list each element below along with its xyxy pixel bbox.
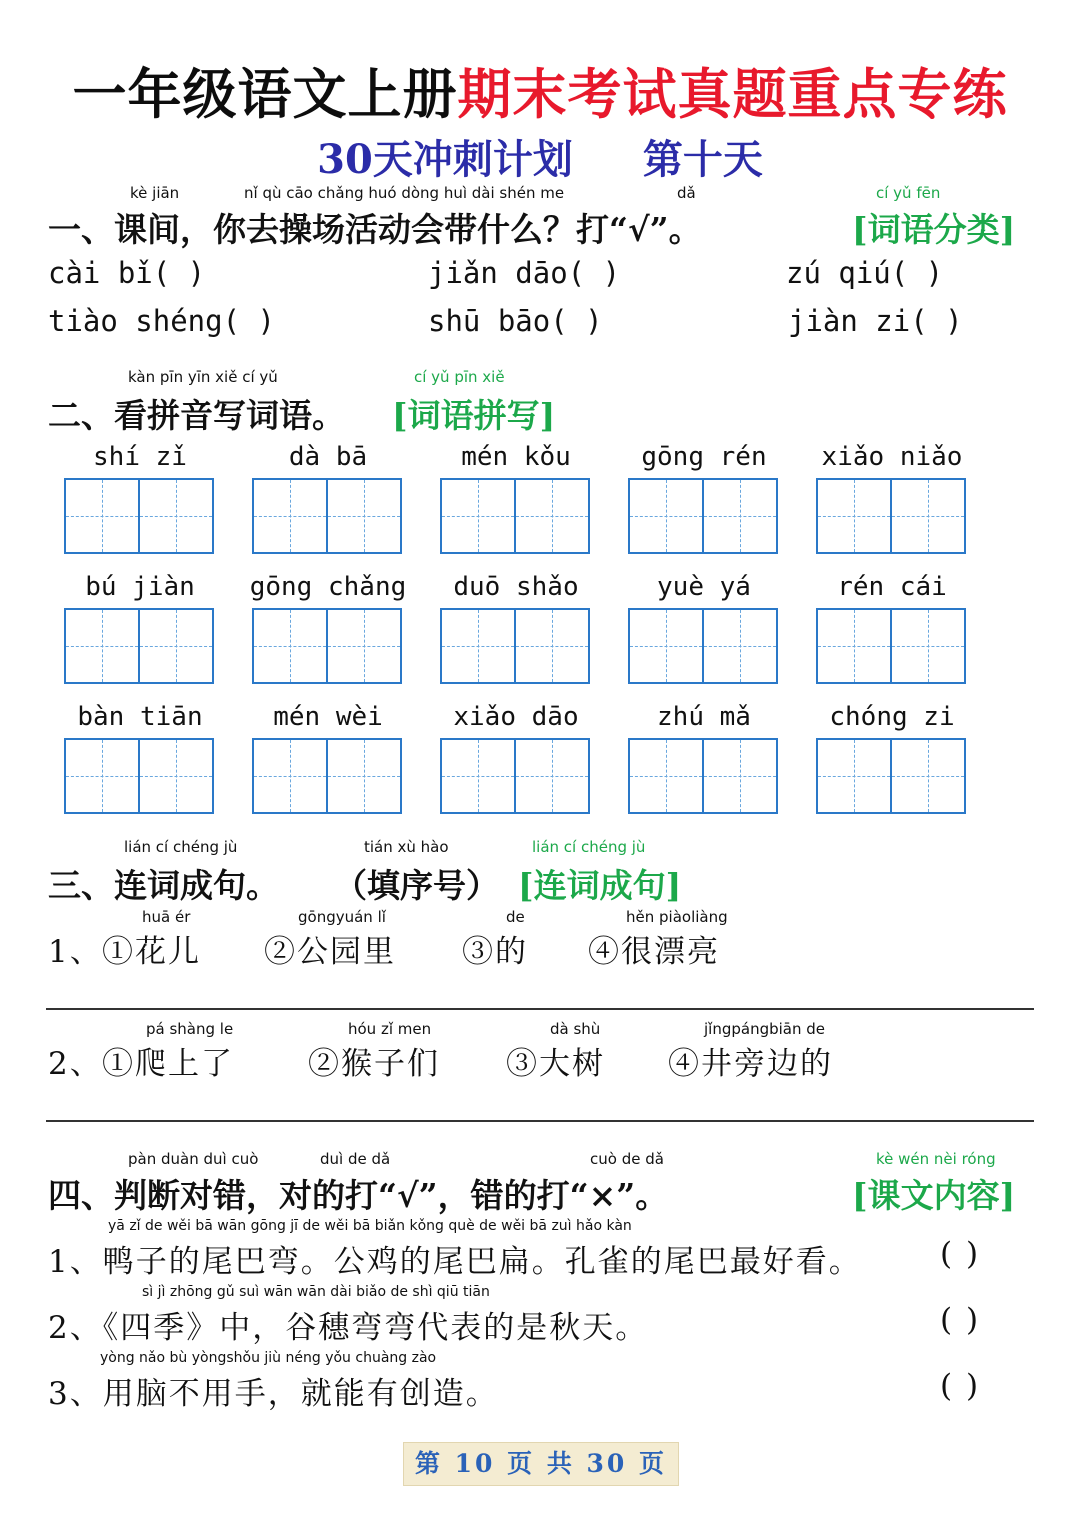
word-pinyin: mén kǒu: [461, 442, 571, 472]
s1-option-5: shū bāo( ): [428, 304, 603, 338]
word-pinyin: bú jiàn: [85, 572, 195, 602]
s4-q3-pinyin: yòng nǎo bù yòngshǒu jiù néng yǒu chuàng zào: [100, 1350, 437, 1366]
q2-word-1: ①爬上了: [102, 1046, 234, 1082]
plan-label: 30天冲刺计划: [317, 136, 573, 183]
s4-heading: 四、判断对错，对的打“√”，错的打“×”。: [48, 1176, 669, 1215]
q2-word-3: ③大树: [506, 1046, 605, 1082]
s3-tag-pinyin: lián cí chéng jù: [532, 838, 646, 856]
q1-pinyin-2: gōngyuán lǐ: [298, 908, 386, 926]
q2-pinyin-3: dà shù: [550, 1020, 601, 1038]
writing-grid[interactable]: [64, 478, 214, 554]
q1-word-1: ①花儿: [102, 934, 201, 970]
s1-option-1: cài bǐ( ): [48, 256, 206, 290]
s3-pinyin-2: tián xù hào: [364, 838, 449, 856]
writing-grid[interactable]: [440, 608, 590, 684]
writing-grid[interactable]: [816, 478, 966, 554]
answer-line[interactable]: [46, 1008, 1034, 1010]
answer-paren-1[interactable]: ( ): [940, 1236, 981, 1272]
page-subtitle: [0, 128, 1080, 185]
word-pinyin: yuè yá: [657, 572, 751, 602]
s2-tag-pinyin: cí yǔ pīn xiě: [414, 368, 505, 386]
answer-paren-2[interactable]: ( ): [940, 1302, 981, 1338]
q1-word-4: ④很漂亮: [588, 934, 720, 970]
s1-pinyin-3: dǎ: [677, 184, 696, 202]
s1-option-2: jiǎn dāo( ): [428, 256, 621, 290]
s4-pinyin-1: pàn duàn duì cuò: [128, 1150, 259, 1168]
s3-pinyin-1: lián cí chéng jù: [124, 838, 238, 856]
title-grade: 一年级语文上册: [72, 62, 458, 126]
writing-grid[interactable]: [628, 478, 778, 554]
answer-paren-3[interactable]: ( ): [940, 1368, 981, 1404]
word-pinyin: xiǎo niǎo: [821, 442, 963, 472]
writing-grid[interactable]: [64, 738, 214, 814]
answer-line[interactable]: [46, 1120, 1034, 1122]
q1-number: 1、: [48, 934, 103, 970]
day-label: 第十天: [642, 136, 763, 183]
q1-pinyin-3: de: [506, 908, 525, 926]
writing-grid[interactable]: [440, 478, 590, 554]
s2-heading: 二、看拼音写词语。: [48, 396, 345, 435]
q1-word-3: ③的: [462, 934, 528, 970]
s4-tag: [课文内容]: [852, 1176, 1016, 1215]
word-pinyin: shí zǐ: [93, 442, 187, 472]
s4-pinyin-2: duì de dǎ: [320, 1150, 391, 1168]
word-pinyin: rén cái: [837, 572, 947, 602]
word-pinyin: zhú mǎ: [657, 702, 751, 732]
q1-word-2: ②公园里: [264, 934, 396, 970]
s3-paren: （填序号）: [334, 866, 499, 905]
writing-grid[interactable]: [628, 738, 778, 814]
writing-grid[interactable]: [816, 738, 966, 814]
title-exam: 期末考试真题重点专练: [457, 62, 1008, 126]
s4-q1-pinyin: yā zǐ de wěi bā wān gōng jī de wěi bā biǎn kǒng què de wěi bā zuì hǎo kàn: [108, 1218, 632, 1234]
writing-grid[interactable]: [628, 608, 778, 684]
q1-pinyin-4: hěn piàoliàng: [626, 908, 728, 926]
word-pinyin: duō shǎo: [453, 572, 579, 602]
s4-q3: 3、用脑不用手，就能有创造。: [48, 1376, 499, 1412]
s1-option-4: tiào shéng( ): [48, 304, 275, 338]
s4-q1: 1、鸭子的尾巴弯。公鸡的尾巴扁。孔雀的尾巴最好看。: [48, 1244, 862, 1280]
word-pinyin: gōng chǎng: [249, 572, 407, 602]
q2-word-2: ②猴子们: [308, 1046, 440, 1082]
page-indicator: 第 10 页 共 30 页: [403, 1442, 679, 1486]
writing-grid[interactable]: [252, 738, 402, 814]
s3-heading: 三、连词成句。: [48, 866, 279, 905]
writing-grid[interactable]: [64, 608, 214, 684]
word-pinyin: dà bā: [288, 442, 368, 472]
s1-pinyin-1: kè jiān: [130, 184, 180, 202]
page-title: [0, 52, 1080, 129]
word-pinyin: gōng rén: [641, 442, 767, 472]
s1-tag: [词语分类]: [852, 210, 1016, 249]
writing-grid[interactable]: [252, 608, 402, 684]
s4-pinyin-3: cuò de dǎ: [590, 1150, 664, 1168]
s1-pinyin-2: nǐ qù cāo chǎng huó dòng huì dài shén me: [244, 184, 565, 202]
writing-grid[interactable]: [816, 608, 966, 684]
s1-option-3: zú qiú( ): [786, 256, 944, 290]
word-pinyin: mén wèi: [273, 702, 383, 732]
q2-pinyin-4: jǐngpángbiān de: [704, 1020, 826, 1038]
s1-heading: 一、课间，你去操场活动会带什么？打“√”。: [48, 210, 702, 249]
s2-tag: [词语拼写]: [392, 396, 556, 435]
q2-number: 2、: [48, 1046, 103, 1082]
q1-pinyin-1: huā ér: [142, 908, 191, 926]
word-pinyin: bàn tiān: [77, 702, 203, 732]
s2-pinyin: kàn pīn yīn xiě cí yǔ: [128, 368, 278, 386]
s4-tag-pinyin: kè wén nèi róng: [876, 1150, 996, 1168]
s3-tag: [连词成句]: [518, 866, 682, 905]
word-pinyin: chóng zi: [829, 702, 955, 732]
s1-tag-pinyin: cí yǔ fēn: [876, 184, 941, 202]
writing-grid[interactable]: [440, 738, 590, 814]
q2-word-4: ④井旁边的: [668, 1046, 833, 1082]
q2-pinyin-2: hóu zǐ men: [348, 1020, 432, 1038]
writing-grid[interactable]: [252, 478, 402, 554]
s1-option-6: jiàn zi( ): [788, 304, 963, 338]
q2-pinyin-1: pá shàng le: [146, 1020, 234, 1038]
word-pinyin: xiǎo dāo: [453, 702, 579, 732]
s4-q2: 2、《四季》中，谷穗弯弯代表的是秋天。: [48, 1310, 649, 1346]
s4-q2-pinyin: sì jì zhōng gǔ suì wān wān dài biǎo de shì qiū tiān: [142, 1284, 490, 1300]
